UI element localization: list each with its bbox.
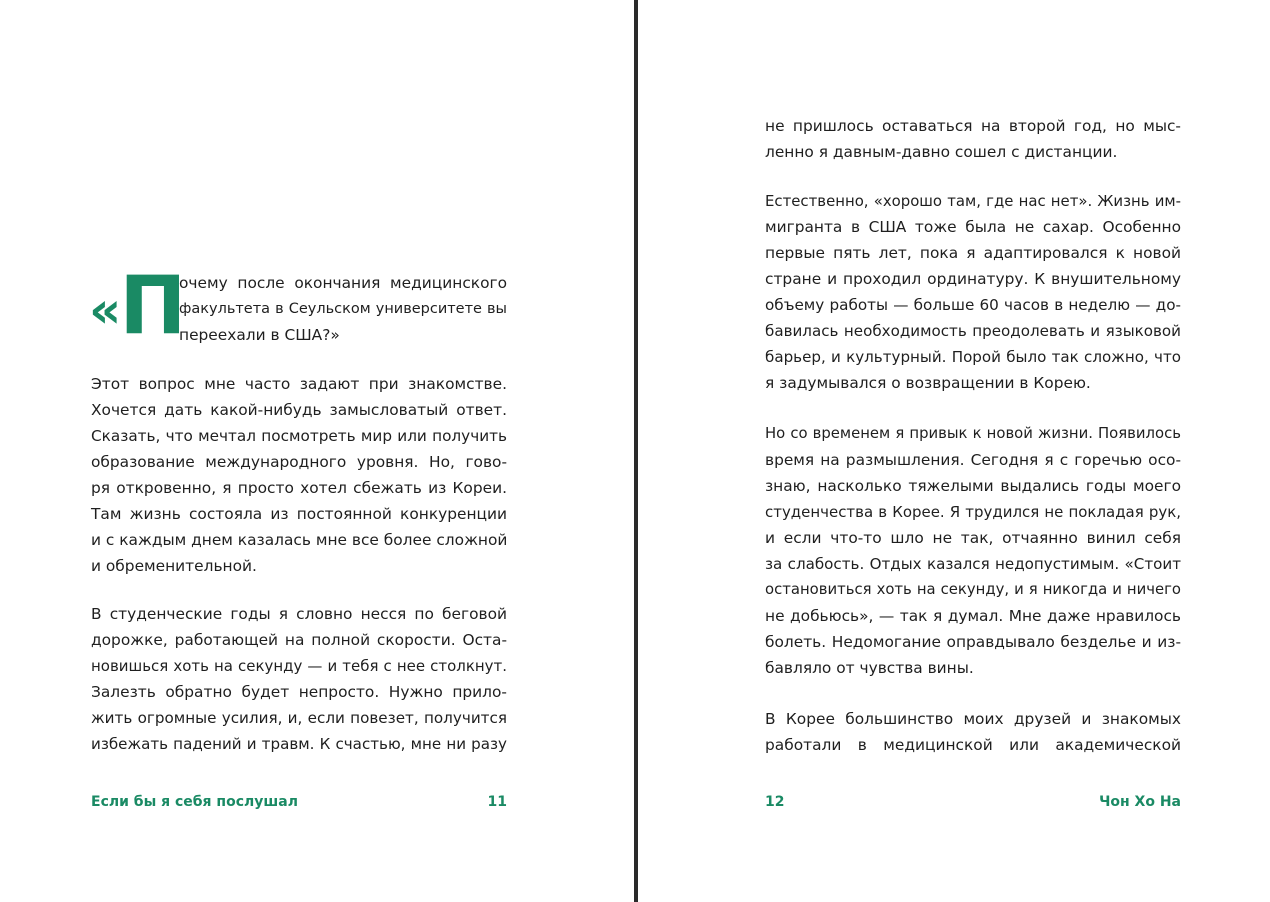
text-line: я задумывался о возвращении в Корею. <box>765 374 1091 392</box>
text-line: время на размышления. Сегодня я с горечью осо- <box>765 451 1181 469</box>
text-line: Сказать, что мечтал посмотреть мир или получить <box>91 427 507 445</box>
drop-cap-letter: П <box>119 259 187 352</box>
text-line: барьер, и культурный. Порой было так сложно, что <box>765 348 1181 366</box>
text-line: и с каждым днем казалась мне все более сложной <box>91 531 508 549</box>
text-line: факультета в Сеульском университете вы <box>179 301 507 317</box>
left-page <box>0 0 634 902</box>
drop-cap-quote-mark: « <box>89 281 119 339</box>
text-line: и если что-то шло не так, отчаянно винил себя <box>765 529 1181 547</box>
text-line: за слабость. Отдых казался недопустимым. «Стоит <box>765 555 1181 573</box>
text-line: Но со временем я привык к новой жизни. Появилось <box>765 425 1181 442</box>
running-footer-author: Чон Хо На <box>1099 794 1181 810</box>
text-line: Там жизнь состояла из постоянной конкуренции <box>91 505 507 523</box>
text-line: не пришлось оставаться на второй год, но мыс- <box>765 117 1181 135</box>
text-line: В студенческие годы я словно несся по беговой <box>91 605 507 623</box>
text-line: мигранта в США тоже была не сахар. Особенно <box>765 218 1181 236</box>
text-line: бавляло от чувства вины. <box>765 659 974 677</box>
page-number: 12 <box>765 794 785 810</box>
text-line: образование международного уровня. Но, гово- <box>91 453 507 471</box>
text-line: не добьюсь», — так я думал. Мне даже нравилось <box>765 607 1181 625</box>
text-line: В Корее большинство моих друзей и знакомых <box>765 710 1181 728</box>
text-line: жить огромные усилия, и, если повезет, получится <box>91 709 507 727</box>
running-footer-book-title: Если бы я себя послушал <box>91 794 298 810</box>
text-line: избежать падений и травм. К счастью, мне ни разу <box>91 735 507 753</box>
text-line: болеть. Недомогание оправдывало безделье и из- <box>765 633 1181 651</box>
right-page <box>638 0 1270 902</box>
text-line: знаю, насколько тяжелыми выдались годы моего <box>765 477 1181 495</box>
text-line: ря откровенно, я просто хотел сбежать из Кореи. <box>91 479 507 497</box>
text-line: Естественно, «хорошо там, где нас нет». Жизнь им- <box>765 192 1181 210</box>
drop-cap <box>89 259 187 352</box>
text-line: и обременительной. <box>91 557 257 575</box>
text-line: студенчества в Корее. Я трудился не покладая рук, <box>765 503 1181 521</box>
text-line: остановиться хоть на секунду, и я никогда и ничего <box>765 581 1181 598</box>
text-line: Хочется дать какой-нибудь замысловатый ответ. <box>91 401 507 419</box>
text-line: объему работы — больше 60 часов в неделю — до- <box>765 296 1181 314</box>
page-number: 11 <box>487 794 507 810</box>
text-line: работали в медицинской или академической <box>765 736 1181 754</box>
text-line: дорожке, работающей на полной скорости. Оста- <box>91 631 507 649</box>
text-line: новишься хоть на секунду — и тебя с нее столкнут. <box>91 657 507 675</box>
text-line: Этот вопрос мне часто задают при знакомстве. <box>91 375 507 393</box>
text-line: бавилась необходимость преодолевать и языковой <box>765 322 1181 340</box>
text-line: очему после окончания медицинского <box>179 274 507 292</box>
text-line: ленно я давным-давно сошел с дистанции. <box>765 143 1118 161</box>
text-line: первые пять лет, пока я адаптировался к новой <box>765 244 1181 262</box>
text-line: Залезть обратно будет непросто. Нужно прило- <box>91 683 507 701</box>
text-line: стране и проходил ординатуру. К внушительному <box>765 270 1181 288</box>
text-line: переехали в США?» <box>179 326 340 344</box>
